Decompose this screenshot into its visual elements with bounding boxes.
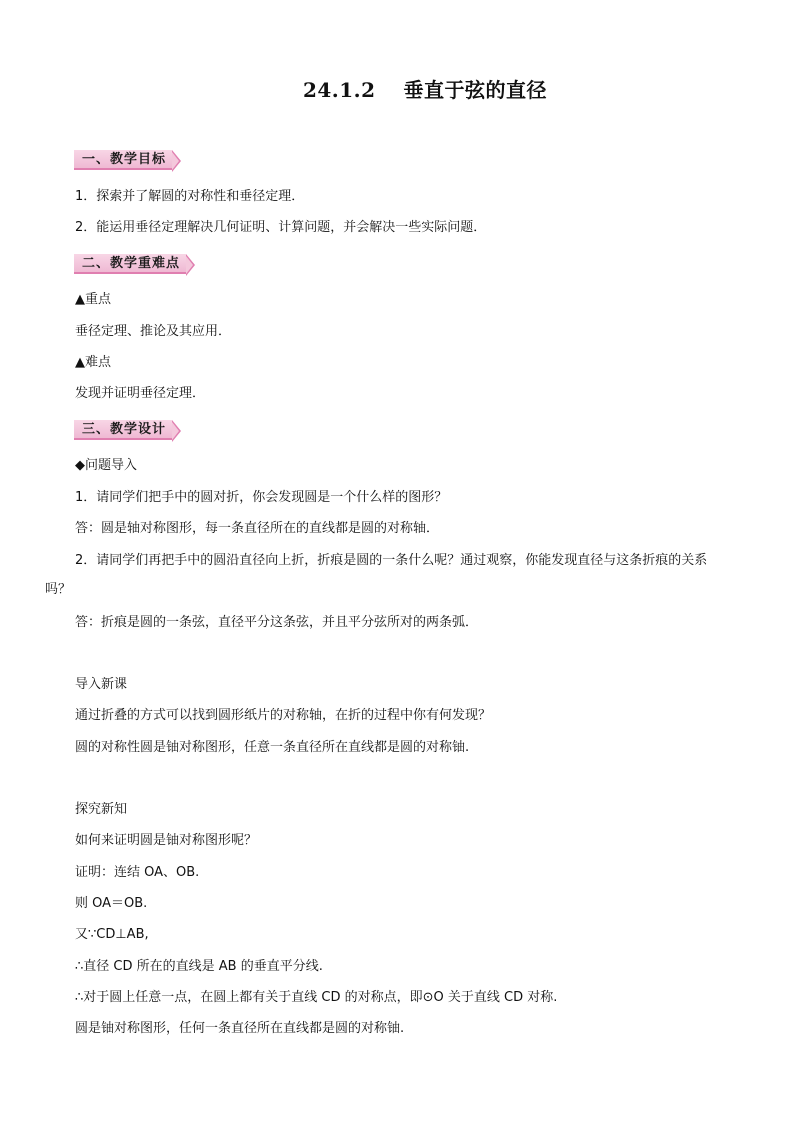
proof-line-3: 又∵CD⊥AB, [75, 927, 149, 942]
key-point-text: 垂径定理、推论及其应用． [75, 324, 232, 339]
proof-conclusion: 圆是铀对称图形，任何一条直径所在直线都是圆的对称铀. [75, 1021, 405, 1036]
difficulty-text: 发现并证明垂径定理． [75, 386, 206, 401]
section-header-label: 二、教学重难点 [74, 254, 186, 274]
explore-line-1: 如何来证明圆是铀对称图形呢？ [75, 833, 258, 848]
new-lesson-line-2: 圆的对称性圆是铀对称图形，任意一条直径所在直线都是圆的对称铀. [75, 740, 470, 755]
proof-line-4: ∴直径 CD 所在的直线是 AB 的垂直平分线. [75, 959, 323, 974]
question-intro-heading: ◆问题导入 [75, 458, 137, 473]
answer-2: 答：折痕是圆的一条弦，直径平分这条弦，并且平分弦所对的两条弧． [75, 615, 479, 630]
section-header-design [74, 420, 184, 440]
question-2: 2．请同学们再把手中的圆沿直径向上折，折痕是圆的一条什么呢？通过观察，你能发现直径与这条折痕的关系吗？ [45, 553, 708, 597]
difficulty-label: ▲难点 [75, 355, 111, 370]
question-1: 1．请同学们把手中的圆对折，你会发现圆是一个什么样的图形？ [75, 490, 448, 505]
section-header-objectives [74, 150, 184, 170]
proof-line-5: ∴对于圆上任意一点，在圆上都有关于直线 CD 的对称点，即⊙O 关于直线 CD 对称. [75, 990, 558, 1005]
new-lesson-heading: 导入新课 [75, 677, 128, 692]
objective-line-2: 2．能运用垂径定理解决几何证明、计算问题，并会解决一些实际问题． [75, 220, 487, 235]
proof-line-2: 则 OA＝OB. [75, 896, 148, 911]
page-title: 24.1.2 垂直于弦的直径 [302, 78, 548, 102]
new-lesson-line-1: 通过折叠的方式可以找到圆形纸片的对称轴，在折的过程中你有何发现？ [75, 708, 492, 723]
section-arrow-icon [172, 150, 184, 170]
section-header-label: 一、教学目标 [74, 150, 172, 170]
section-arrow-icon [172, 420, 184, 440]
section-arrow-icon [186, 254, 198, 274]
proof-line-1: 证明：连结 OA、OB. [75, 865, 200, 880]
key-point-label: ▲重点 [75, 292, 111, 307]
objective-line-1: 1．探索并了解圆的对称性和垂径定理． [75, 189, 305, 204]
explore-heading: 探究新知 [75, 802, 128, 817]
section-header-key-points [74, 254, 198, 274]
answer-1: 答：圆是轴对称图形，每一条直径所在的直线都是圆的对称轴． [75, 521, 440, 536]
section-header-label: 三、教学设计 [74, 420, 172, 440]
